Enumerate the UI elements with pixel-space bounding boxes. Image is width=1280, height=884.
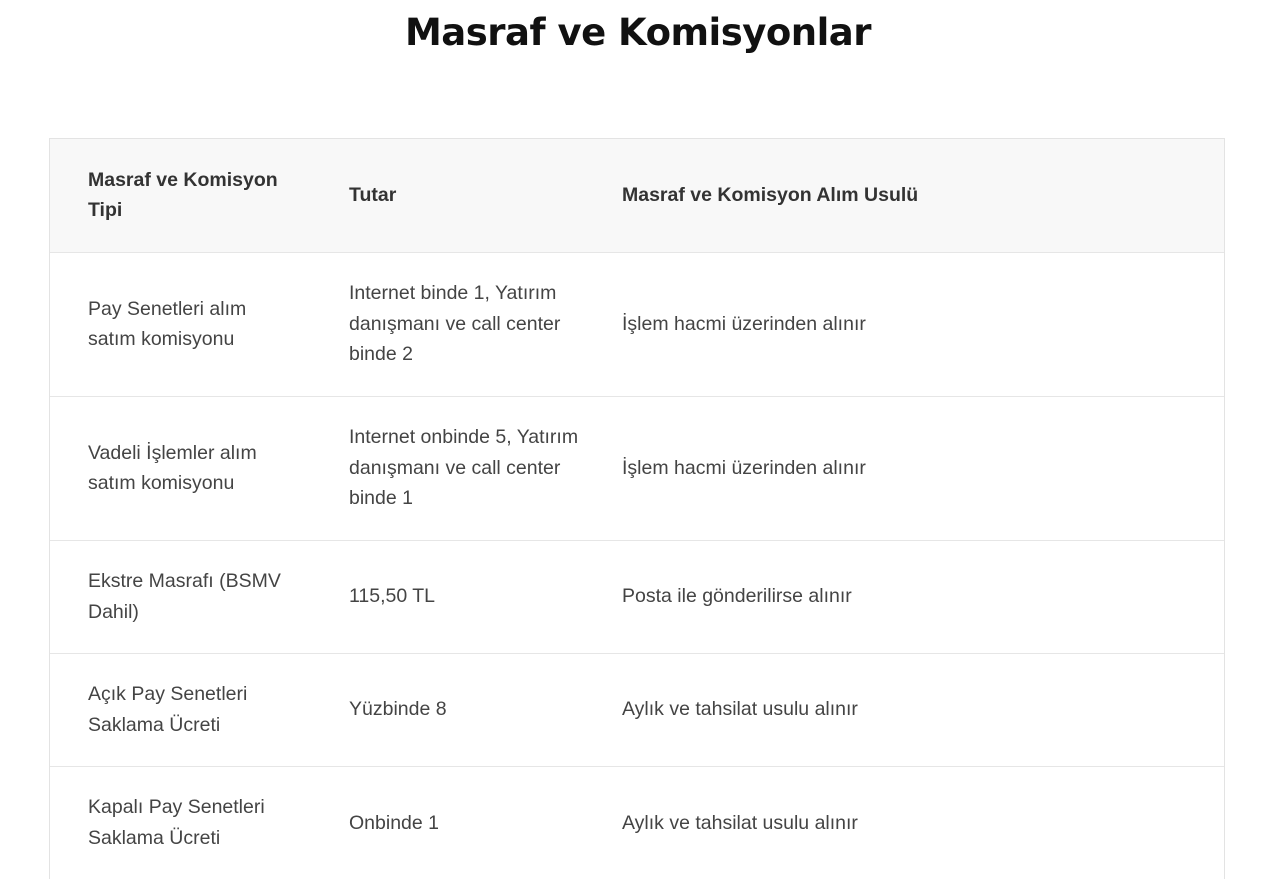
- cell-method: Aylık ve tahsilat usulu alınır: [622, 653, 1224, 766]
- table-body: [50, 252, 1224, 879]
- cell-amount: Onbinde 1: [349, 766, 622, 879]
- column-header-type: Masraf ve Komisyon Tipi: [88, 169, 278, 222]
- cell-amount: Internet binde 1, Yatırım danışmanı ve call center binde 2: [349, 252, 622, 396]
- cell-method: İşlem hacmi üzerinden alınır: [622, 396, 1224, 540]
- cell-amount: Internet onbinde 5, Yatırım danışmanı ve call center binde 1: [349, 396, 622, 540]
- table-row: [50, 653, 1224, 766]
- cell-amount: Yüzbinde 8: [349, 653, 622, 766]
- table-header-row: [50, 139, 1224, 252]
- table-row: [50, 396, 1224, 540]
- column-header-amount: Tutar: [349, 184, 397, 207]
- table-header: [50, 139, 1224, 252]
- cell-method: Aylık ve tahsilat usulu alınır: [622, 766, 1224, 879]
- cell-type: Pay Senetleri alım satım komisyonu: [50, 252, 349, 396]
- table-row: [50, 766, 1224, 879]
- table-row: [50, 252, 1224, 396]
- cell-type: Kapalı Pay Senetleri Saklama Ücreti: [50, 766, 349, 879]
- cell-amount: 115,50 TL: [349, 540, 622, 653]
- table-row: [50, 540, 1224, 653]
- cell-type: Vadeli İşlemler alım satım komisyonu: [50, 396, 349, 540]
- cell-method: İşlem hacmi üzerinden alınır: [622, 252, 1224, 396]
- page-title: Masraf ve Komisyonlar: [404, 11, 872, 54]
- cell-type: Açık Pay Senetleri Saklama Ücreti: [50, 653, 349, 766]
- fees-table: [50, 139, 1224, 879]
- column-header-method: Masraf ve Komisyon Alım Usulü: [622, 184, 919, 207]
- fees-table-container: [49, 138, 1225, 879]
- cell-method: Posta ile gönderilirse alınır: [622, 540, 1224, 653]
- cell-type: Ekstre Masrafı (BSMV Dahil): [50, 540, 349, 653]
